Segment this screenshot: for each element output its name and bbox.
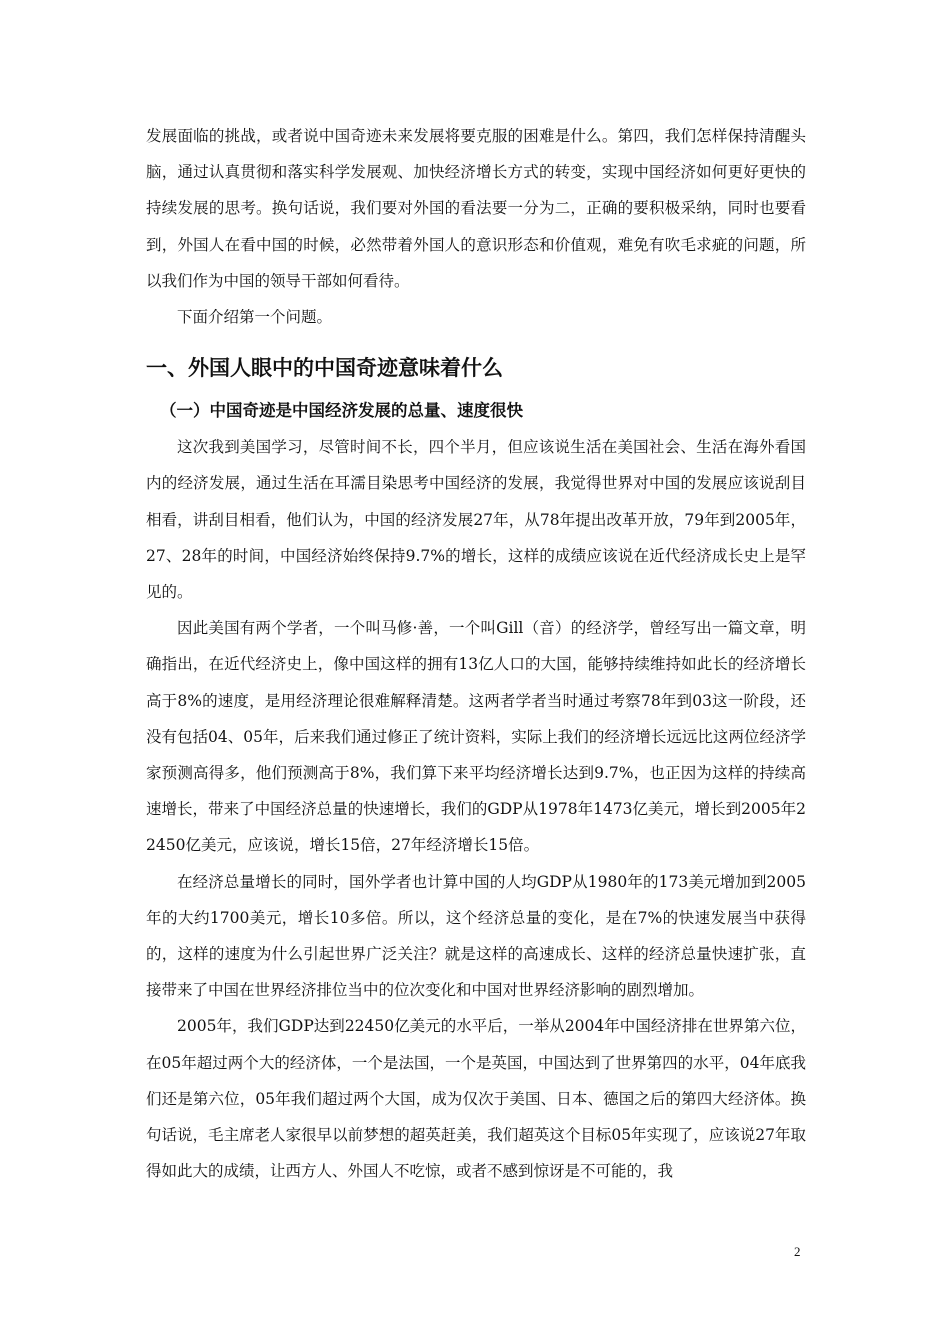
paragraph-body-1: 这次我到美国学习，尽管时间不长，四个半月，但应该说生活在美国社会、生活在海外看国内的经济发展，通过生活在耳濡目染思考中国经济的发展，我觉得世界对中国的发展应该说刮目相看，讲刮目相看，他们认为，中国的经济发展27年，从78年提出改革开放，79年到2005年，27、28年的时间，中国经济始终保持9.7%的增长，这样的成绩应该说在近代经济成长史上是罕见的。 [146, 438, 806, 602]
document-body [146, 118, 806, 1189]
paragraph-body-4: 2005年，我们GDP达到22450亿美元的水平后，一举从2004年中国经济排在世界第六位，在05年超过两个大的经济体，一个是法国，一个是英国，中国达到了世界第四的水平，04年底我们还是第六位，05年我们超过两个大国，成为仅次于美国、日本、德国之后的第四大经济体。换句话说，毛主席老人家很早以前梦想的超英赶美，我们超英这个目标05年实现了，应该说27年取得如此大的成绩，让西方人、外国人不吃惊，或者不感到惊讶是不可能的，我 [146, 1017, 806, 1181]
paragraph-intro-1: 发展面临的挑战，或者说中国奇迹未来发展将要克服的困难是什么。第四，我们怎样保持清醒头脑，通过认真贯彻和落实科学发展观、加快经济增长方式的转变，实现中国经济如何更好更快的持续发展的思考。换句话说，我们要对外国的看法要一分为二，正确的要积极采纳，同时也要看到，外国人在看中国的时候，必然带着外国人的意识形态和价值观，难免有吹毛求疵的问题，所以我们作为中国的领导干部如何看待。 [146, 127, 806, 290]
subsection-heading: （一）中国奇迹是中国经济发展的总量、速度很快 [160, 401, 523, 421]
paragraph-intro-2: 下面介绍第一个问题。 [177, 308, 333, 327]
paragraph-body-3: 在经济总量增长的同时，国外学者也计算中国的人均GDP从1980年的173美元增加到2005年的大约1700美元，增长10多倍。所以，这个经济总量的变化，是在7%的快速发展当中获得的，这样的速度为什么引起世界广泛关注？就是这样的高速成长、这样的经济总量快速扩张，直接带来了中国在世界经济排位当中的位次变化和中国对世界经济影响的剧烈增加。 [146, 872, 806, 1000]
paragraph-body-2: 因此美国有两个学者，一个叫马修·善，一个叫Gill（音）的经济学，曾经写出一篇文章，明确指出，在近代经济史上，像中国这样的拥有13亿人口的大国，能够持续维持如此长的经济增长高于8%的速度，是用经济理论很难解释清楚。这两者学者当时通过考察78年到03这一阶段，还没有包括04、05年，后来我们通过修正了统计资料，实际上我们的经济增长远远比这两位经济学家预测高得多，他们预测高于8%，我们算下来平均经济增长达到9.7%，也正因为这样的持续高速增长，带来了中国经济总量的快速增长，我们的GDP从1978年1473亿美元，增长到2005年22450亿美元，应该说，增长15倍，27年经济增长15倍。 [146, 619, 806, 855]
page-number: 2 [794, 1244, 801, 1259]
section-heading: 一、外国人眼中的中国奇迹意味着什么 [146, 356, 503, 381]
